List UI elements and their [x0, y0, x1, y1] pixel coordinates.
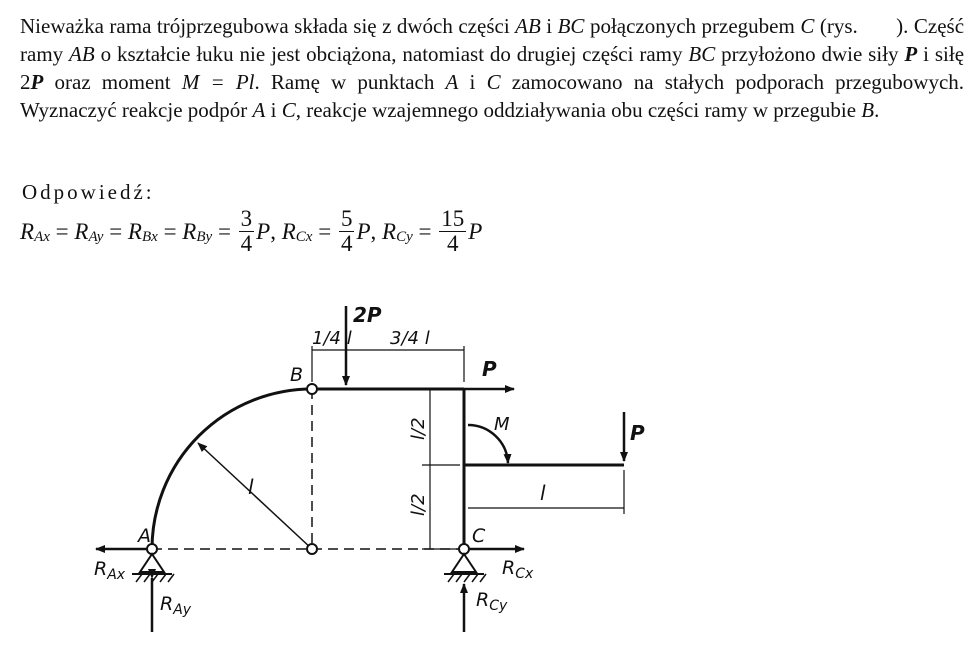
moment-label: M [494, 414, 510, 435]
comma: , [370, 218, 377, 244]
problem-text-segment: i [469, 70, 476, 94]
fraction-denominator: 4 [446, 231, 459, 256]
equals-sign: = [217, 218, 231, 244]
symbol-BC: BC [557, 14, 585, 38]
reaction-subscript: Bx [141, 229, 158, 245]
reaction-symbol: R [20, 218, 35, 244]
problem-text-segment: ). Część ramy [20, 14, 965, 66]
equals-sign: = [318, 218, 332, 244]
hinge-B [307, 384, 317, 394]
support-A [132, 554, 174, 582]
symbol-A: A [252, 98, 266, 122]
symbol-B: B [861, 98, 875, 122]
equals-sign: = [418, 218, 432, 244]
symbol-P: P [468, 218, 483, 244]
problem-text-segment: przyłożono dwie siły [721, 42, 899, 66]
answer-label: Odpowiedź: [22, 180, 155, 204]
reaction-symbol: R [281, 218, 296, 244]
fraction-numerator: 3 [240, 206, 253, 231]
problem-text-segment: zamocowano na stałych podporach przegubowych. Wyznaczyć reakcje podpór [20, 70, 965, 122]
dim-l-label: l [540, 481, 546, 505]
problem-text-segment: połączonych przegubem [589, 14, 795, 38]
symbol-AB: AB [69, 42, 95, 66]
label-A: A [138, 525, 151, 547]
force-P-right-label: P [630, 421, 645, 445]
equals-sign: = [55, 218, 69, 244]
problem-text-segment: . Ramę w punktach [254, 70, 435, 94]
symbol-P: P [904, 42, 918, 66]
problem-text-segment: Nieważka rama trójprzegubowa składa się z dwóch części [20, 14, 510, 38]
symbol-P: P [30, 70, 44, 94]
reaction-symbol: R [382, 218, 397, 244]
dim-three-quarter-l: 3/4 l [390, 328, 430, 349]
comma: , [270, 218, 276, 244]
equals-sign: = [163, 218, 177, 244]
dim-half-l-bottom: l/2 [408, 493, 429, 516]
moment-formula: M = Pl [181, 70, 255, 94]
problem-text-segment: i siłę 2 [20, 42, 965, 94]
reaction-subscript: Ax [34, 229, 50, 245]
radius-line [198, 443, 312, 549]
support-C [444, 554, 486, 582]
reaction-subscript: By [196, 229, 213, 245]
reaction-subscript: Cy [396, 229, 413, 245]
problem-text-segment: oraz moment [54, 70, 171, 94]
reaction-RCx-label: $R_{Cx}$ [502, 557, 534, 582]
arch-center [307, 544, 317, 554]
reaction-symbol: R [182, 218, 197, 244]
fraction-denominator: 4 [240, 231, 253, 256]
label-B: B [290, 364, 304, 386]
arch-AB [152, 389, 312, 549]
reaction-RAx-label: $R_{Ax}$ [94, 558, 126, 583]
problem-text-segment: , reakcje wzajemnego oddziaływania obu części ramy w przegubie [295, 98, 857, 122]
symbol-P: P [356, 218, 371, 244]
reaction-symbol: R [127, 218, 142, 244]
symbol-P: P [256, 218, 271, 244]
symbol-C: C [800, 14, 815, 38]
symbol-A: A [445, 70, 459, 94]
fraction-numerator: 5 [340, 206, 353, 231]
fraction-denominator: 4 [340, 231, 353, 256]
reaction-RCy-label: $R_{Cy}$ [476, 589, 508, 614]
problem-text-segment: i [546, 14, 553, 38]
equals-sign: = [109, 218, 123, 244]
problem-text-segment: o kształcie łuku nie jest obciążona, natomiast do drugiej części ramy [100, 42, 683, 66]
radius-label: l [248, 475, 254, 499]
reaction-RAy-label: $R_{Ay}$ [160, 593, 192, 618]
label-C: C [472, 525, 486, 547]
dim-quarter-l: 1/4 l [312, 328, 352, 349]
force-2P-label: 2P [353, 303, 382, 327]
fraction-numerator: 15 [441, 206, 465, 231]
problem-text-segment: i [270, 98, 277, 122]
figure-reference: (rys. [819, 14, 858, 38]
symbol-C: C [281, 98, 296, 122]
reaction-subscript: Ay [88, 229, 104, 245]
problem-text-segment: . [874, 98, 880, 122]
symbol-C: C [486, 70, 501, 94]
symbol-AB: AB [515, 14, 541, 38]
symbol-BC: BC [688, 42, 716, 66]
reaction-subscript: Cx [295, 229, 313, 245]
dim-half-l-top: l/2 [408, 417, 429, 440]
force-P-top-label: P [482, 357, 497, 381]
reaction-symbol: R [74, 218, 89, 244]
